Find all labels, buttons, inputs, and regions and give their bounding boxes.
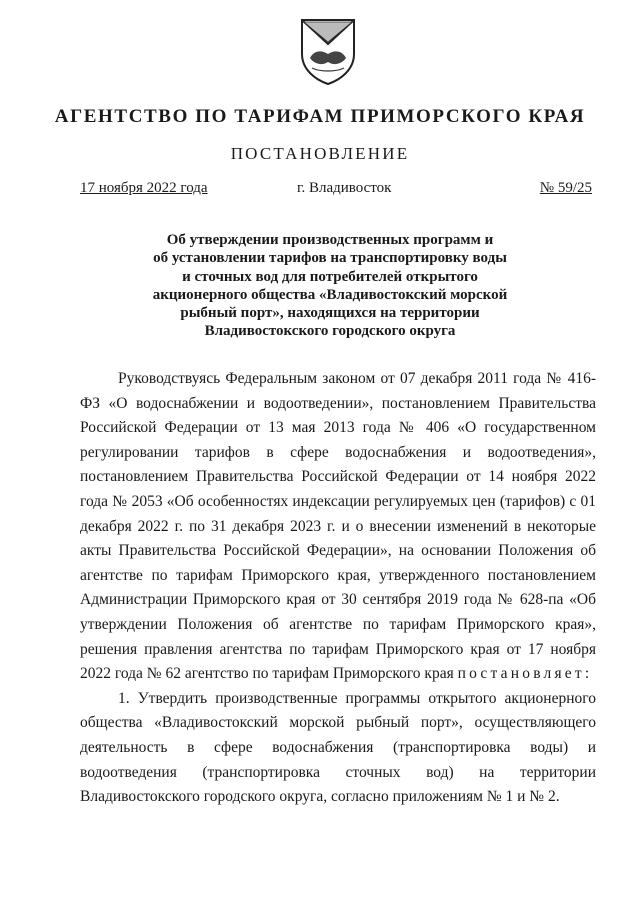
title-line: акционерного общества «Владивостокский морской (152, 286, 508, 303)
title-line: Об утверждении производственных программ и (166, 232, 494, 248)
item-1-paragraph: 1. Утвердить производственные программы открытого акционерного общества «Владивостокский морской рыбный порт», осуществляющего деятельность в сфере водоснабжения (транспортировка воды) и водоотведения (транспортировка сточных вод) на территории Владивостокского городского округа, согласно приложениям № 1 и № 2. (80, 689, 596, 806)
title-line: рыбный порт», находящихся на территории (180, 305, 480, 322)
agency-name: АГЕНТСТВО ПО ТАРИФАМ ПРИМОРСКОГО КРАЯ (54, 106, 586, 127)
title-line: Владивостокского городского округа (204, 323, 456, 340)
document-body (80, 367, 596, 810)
document-title (120, 231, 540, 341)
document-date: 17 ноября 2022 года (80, 180, 208, 196)
title-line: об установлении тарифов на транспортировку воды (153, 250, 507, 267)
title-line: и сточных вод для потребителей открытого (182, 268, 478, 285)
document-type: ПОСТАНОВЛЕНИЕ (230, 144, 410, 163)
coat-of-arms-icon (298, 14, 358, 86)
preamble-text: Руководствуясь Федеральным законом от 07 декабря 2011 года № 416-ФЗ «О водоснабжении и водоотведении», постановлением Правительства Российской Федерации от 13 мая 2013 года № 406 «О государственном регулировании тарифов в сфере водоснабжения и водоотведения», постановлением Правительства Российской Федерации от 14 ноября 2022 года № 2053 «Об особенностях индексации регулируемых цен (тарифов) с 01 декабря 2022 г. по 31 декабря 2023 г. и о внесении изменений в некоторые акты Правительства Российской Федерации», на основании Положения об агентстве по тарифам Приморского края, утвержденного постановлением Администрации Приморского края от 30 сентября 2019 года № 628-па «Об утверждении Положения об агентстве по тарифам Приморского края», решения правления агентства по тарифам Приморского края от 17 ноября 2022 года № 62 агентство по тарифам Приморского края (80, 370, 596, 683)
document-city: г. Владивосток (297, 180, 392, 196)
document-number: № 59/25 (539, 180, 592, 196)
resolves-word: постановляет: (457, 665, 593, 683)
preamble-paragraph (80, 367, 596, 687)
